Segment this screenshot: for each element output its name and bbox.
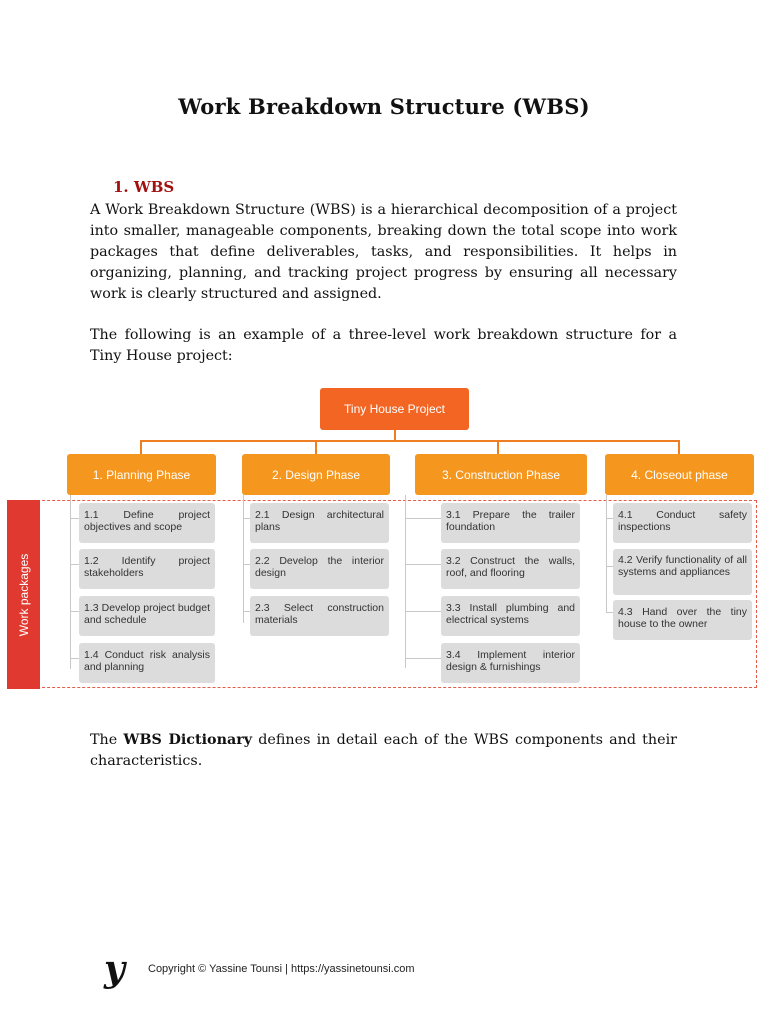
dictionary-text-before: The	[90, 732, 124, 748]
tree-branch	[70, 518, 79, 519]
tree-branch	[606, 612, 613, 613]
wbs-root-node: Tiny House Project	[320, 388, 469, 430]
phase-design: 2. Design Phase	[242, 454, 390, 495]
tree-branch	[606, 518, 613, 519]
work-package-1-2: 1.2 Identify project stakeholders	[79, 549, 215, 589]
tree-branch	[243, 518, 250, 519]
work-package-1-4: 1.4 Conduct risk analysis and planning	[79, 643, 215, 683]
section-heading: 1. WBS	[113, 178, 175, 196]
tree-branch	[243, 564, 250, 565]
design-tree-line	[243, 495, 244, 623]
author-logo: y	[104, 948, 125, 990]
tree-branch	[405, 564, 441, 565]
phase-3-connector	[497, 440, 499, 454]
work-package-1-1: 1.1 Define project objectives and scope	[79, 503, 215, 543]
work-packages-label: Work packages	[16, 553, 31, 636]
tree-branch	[243, 611, 250, 612]
tree-branch	[70, 611, 79, 612]
work-package-2-3: 2.3 Select construction materials	[250, 596, 389, 636]
work-package-4-3: 4.3 Hand over the tiny house to the owner	[613, 600, 752, 640]
wbs-dictionary-term: WBS Dictionary	[123, 732, 253, 748]
phase-planning: 1. Planning Phase	[67, 454, 216, 495]
work-package-3-3: 3.3 Install plumbing and electrical systems	[441, 596, 580, 636]
work-packages-band	[7, 500, 40, 689]
intro-paragraph: A Work Breakdown Structure (WBS) is a hierarchical decomposition of a project into smaller, manageable components, breaking down the total scope into work packages that define deliverables, tasks, and responsibilities. It helps in organizing, planning, and tracking project progress by ensuring all necessary work is clearly structured and assigned.	[90, 202, 677, 302]
tree-branch	[405, 611, 441, 612]
planning-tree-line	[70, 495, 71, 669]
footer-copyright: Copyright © Yassine Tounsi | https://yassinetounsi.com	[148, 963, 415, 975]
tree-branch	[405, 518, 441, 519]
phase-2-connector	[315, 440, 317, 454]
tree-branch	[70, 564, 79, 565]
tree-branch	[405, 658, 441, 659]
wbs-diagram	[0, 380, 768, 700]
phase-4-connector	[678, 440, 680, 454]
page-title: Work Breakdown Structure (WBS)	[178, 94, 590, 119]
work-package-3-2: 3.2 Construct the walls, roof, and flooring	[441, 549, 580, 589]
closeout-tree-line	[606, 495, 607, 613]
phase-closeout: 4. Closeout phase	[605, 454, 754, 495]
work-package-4-2: 4.2 Verify functionality of all systems and appliances	[613, 549, 752, 595]
dictionary-text-after: defines in detail each of the WBS components and their characteristics.	[90, 732, 677, 769]
work-package-3-4: 3.4 Implement interior design & furnishings	[441, 643, 580, 683]
work-package-4-1: 4.1 Conduct safety inspections	[613, 503, 752, 543]
phase-1-connector	[140, 440, 142, 454]
example-paragraph: The following is an example of a three-level work breakdown structure for a Tiny House project:	[90, 327, 677, 364]
dictionary-paragraph	[90, 730, 677, 772]
construction-tree-line	[405, 495, 406, 668]
tree-branch	[606, 566, 613, 567]
phase-construction: 3. Construction Phase	[415, 454, 587, 495]
work-package-2-2: 2.2 Develop the interior design	[250, 549, 389, 589]
work-package-1-3: 1.3 Develop project budget and schedule	[79, 596, 215, 636]
work-package-3-1: 3.1 Prepare the trailer foundation	[441, 503, 580, 543]
phase-bus-line	[140, 440, 680, 442]
work-package-2-1: 2.1 Design architectural plans	[250, 503, 389, 543]
tree-branch	[70, 658, 79, 659]
